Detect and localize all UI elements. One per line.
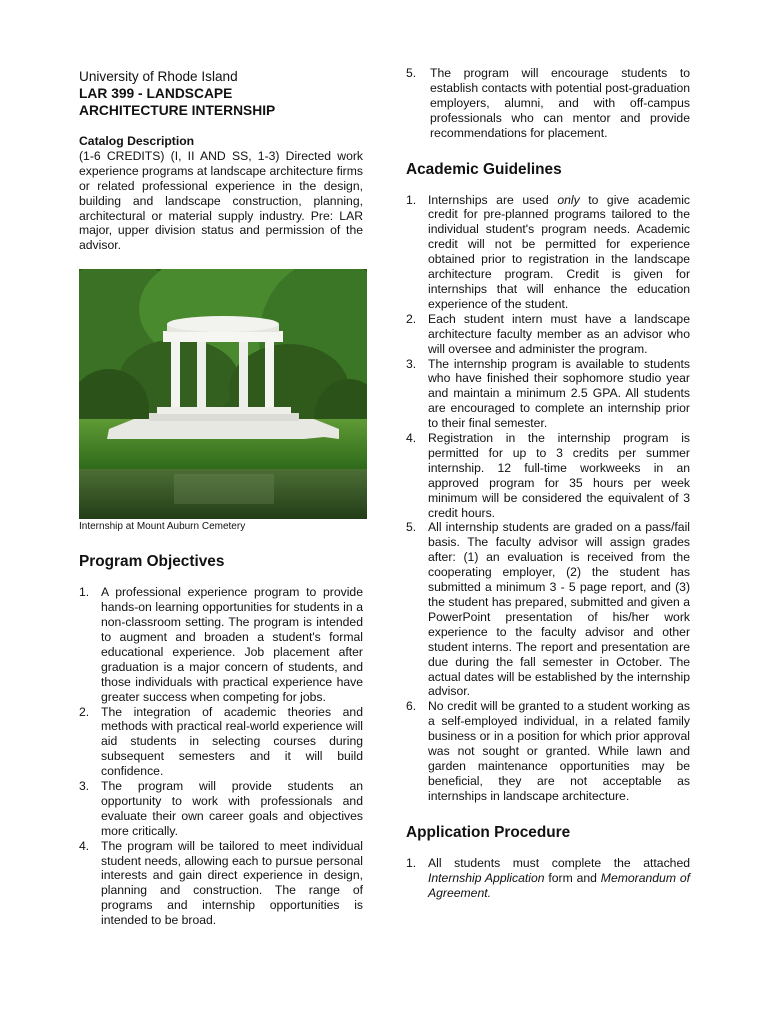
list-item: [79, 839, 363, 928]
list-number: 4.: [406, 431, 417, 446]
application-procedure-heading: Application Procedure: [406, 823, 571, 841]
emphasis-only: only: [557, 192, 580, 207]
list-item: [406, 66, 690, 141]
list-text: A professional experience program to provide hands-on learning opportunities for students in a non-classroom setting. The program is intended to augment and broaden a student's formal educational experience. Job placement after graduation is a major concern of students, and those individuals with practical experience have greater success when competing for jobs.: [101, 585, 363, 704]
list-number: 6.: [406, 699, 417, 714]
application-procedure-list: [406, 856, 690, 901]
right-column: [406, 66, 690, 900]
list-number: 2.: [406, 311, 417, 326]
list-number: 4.: [79, 838, 90, 853]
list-text: The integration of academic theories and methods with practical real-world experience will aid students in selecting courses during subsequent semesters and it will build confidence.: [101, 704, 363, 779]
list-item: [79, 705, 363, 780]
list-number: 1.: [406, 855, 417, 870]
catalog-heading: Catalog Description: [79, 134, 195, 148]
list-number: 5.: [406, 520, 417, 535]
list-item: [79, 779, 363, 839]
program-objectives-list: [79, 585, 363, 928]
list-number: 5.: [406, 66, 417, 80]
photo-caption: Internship at Mount Auburn Cemetery: [79, 521, 246, 533]
university-name: University of Rhode Island: [79, 69, 238, 84]
list-text: The program will provide students an opportunity to work with professionals and evaluate their own career goals and objectives more critically.: [101, 779, 363, 838]
academic-guidelines-list: [406, 193, 690, 804]
program-objectives-list-continued: [406, 66, 690, 141]
list-text: Registration in the internship program is permitted for up to 3 credits per summer internship. 12 full-time workweeks in an approved program for 35 hours per week minimum will be considered the equivalent of 3 credit hours.: [428, 431, 690, 520]
course-title-line1: LAR 399 - LANDSCAPE: [79, 86, 233, 101]
memorandum-of-agreement-name: Memorandum of Agreement.: [428, 870, 690, 900]
list-item: [406, 431, 690, 520]
list-text: The program will be tailored to meet individual student needs, allowing each to pursue personal interests and gain direct experience in design, planning and construction. The range of programs and internship opportunities is intended to be broad.: [101, 838, 363, 928]
list-item: [406, 520, 690, 699]
list-text: Each student intern must have a landscape architecture faculty member as an advisor who will oversee and administer the program.: [428, 311, 690, 356]
list-item: [79, 585, 363, 704]
list-number: 2.: [79, 704, 90, 719]
list-item: [406, 312, 690, 357]
course-title-line2: ARCHITECTURE INTERNSHIP: [79, 103, 276, 118]
program-objectives-heading: Program Objectives: [79, 553, 225, 571]
list-number: 1.: [406, 192, 417, 207]
list-number: 1.: [79, 585, 90, 600]
list-text-post: to give academic credit for pre-planned programs tailored to the individual student's program needs. Academic credit will not be permitted for experience obtained prior to registration in the landscape architecture program. Credit is given for internships that will enhance the education experience of the student.: [428, 192, 690, 311]
gazebo-photo: [79, 269, 367, 519]
list-text: The internship program is available to students who have finished their sophomore studio year and maintain a minimum 2.5 GPA. All students are encouraged to complete an internship prior to their final semester.: [428, 356, 690, 431]
list-text-pre: Internships are used: [428, 192, 558, 207]
list-number: 3.: [79, 779, 90, 794]
list-item: [406, 699, 690, 803]
academic-guidelines-heading: Academic Guidelines: [406, 160, 562, 178]
list-item: [406, 856, 690, 901]
list-text-mid: form and: [544, 870, 601, 885]
list-item: [406, 193, 690, 312]
left-column: [79, 66, 363, 928]
catalog-text: (1-6 CREDITS) (I, II AND SS, 1-3) Directed work experience programs at landscape architecture firms or related professional experience in the design, building and landscape construction, planning, architectural or material supply industry. Pre: LAR major, upper division status and permission of the advisor.: [79, 148, 363, 253]
internship-application-form-name: Internship Application: [428, 870, 545, 885]
list-text: All internship students are graded on a pass/fail basis. The faculty advisor will assign grades after: (1) an evaluation is received from the cooperating employer, (2) the student has submitted a minimum 3 - 5 page report, and (3) the student has prepared, submitted and given a PowerPoint presentation of his/her work experience to the faculty advisor and other student interns. The report and presentation are due during the fall semester in October. The actual dates will be established by the internship advisor.: [428, 520, 690, 699]
list-text: No credit will be granted to a student working as a self-employed individual, in a related family business or in a position for which prior approval was not sought or granted. While lawn and garden maintenance opportunities may be beneficial, they are not acceptable as internships in landscape architecture.: [428, 699, 690, 803]
list-item: [406, 357, 690, 432]
list-number: 3.: [406, 356, 417, 371]
list-text: The program will encourage students to establish contacts with potential post-graduation employers, alumni, and with off-campus professionals who can mentor and provide recommendations for placement.: [430, 66, 690, 140]
list-text-pre: All students must complete the attached: [428, 855, 690, 870]
